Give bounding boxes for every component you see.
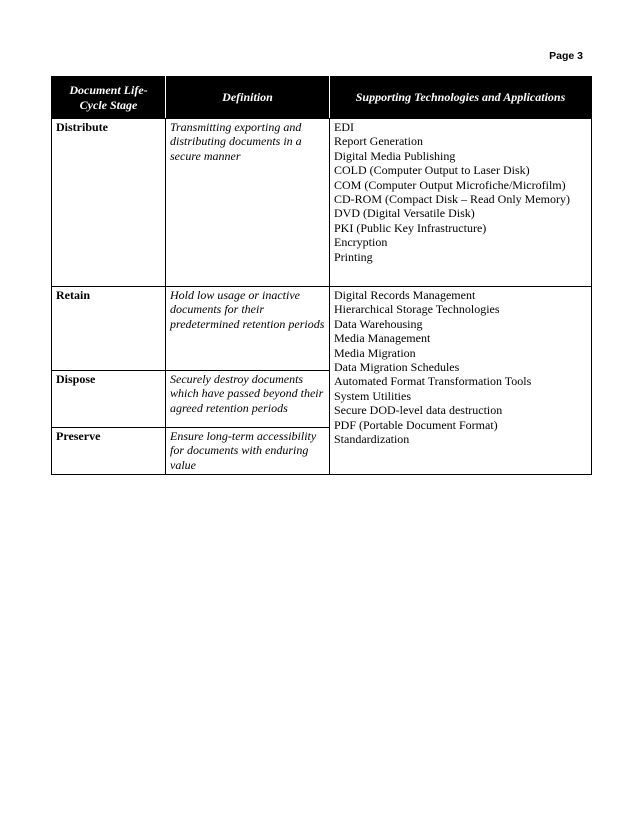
technology-item: PKI (Public Key Infrastructure) — [334, 220, 487, 235]
technology-item: Digital Records Management — [334, 288, 476, 302]
technology-item: PDF (Portable Document Format) — [334, 417, 498, 432]
technology-item: Data Warehousing — [334, 316, 423, 331]
technology-item: Hierarchical Storage Technologies — [334, 302, 500, 317]
technology-item: Standardization — [334, 432, 410, 447]
technology-item: COLD (Computer Output to Laser Disk) — [334, 163, 530, 178]
table-row-retain — [52, 287, 592, 371]
technology-item: Data Migration Schedules — [334, 360, 460, 375]
technology-item: Encryption — [334, 235, 388, 250]
technology-item: System Utilities — [334, 388, 412, 403]
page-number: Page 3 — [549, 50, 583, 62]
definition-cell: Transmitting exporting and distributing documents in a secure manner — [166, 119, 330, 287]
shared-technologies-cell — [330, 287, 592, 475]
technology-item: Automated Format Transformation Tools — [334, 374, 532, 389]
stage-cell: Dispose — [52, 371, 166, 428]
technology-item: DVD (Digital Versatile Disk) — [334, 206, 475, 221]
technology-item: Secure DOD-level data destruction — [334, 403, 503, 418]
stage-cell: Distribute — [52, 119, 166, 287]
table-header-row — [52, 77, 592, 119]
lifecycle-table — [51, 76, 592, 475]
technology-item: Media Management — [334, 331, 431, 346]
technology-item: Digital Media Publishing — [334, 148, 456, 163]
technology-item: Media Migration — [334, 345, 416, 360]
table-row-distribute — [52, 119, 592, 287]
header-definition: Definition — [166, 77, 330, 119]
technology-item: COM (Computer Output Microfiche/Microfilm) — [334, 177, 566, 192]
header-technologies: Supporting Technologies and Applications — [330, 77, 592, 119]
definition-cell: Securely destroy documents which have passed beyond their agreed retention periods — [166, 371, 330, 428]
technology-item: EDI — [334, 120, 354, 134]
stage-cell: Preserve — [52, 428, 166, 475]
definition-cell: Ensure long-term accessibility for documents with enduring value — [166, 428, 330, 475]
stage-cell: Retain — [52, 287, 166, 371]
technology-item: CD-ROM (Compact Disk – Read Only Memory) — [334, 192, 570, 207]
header-stage: Document Life-Cycle Stage — [52, 77, 166, 119]
definition-cell: Hold low usage or inactive documents for their predetermined retention periods — [166, 287, 330, 371]
technology-item: Printing — [334, 249, 373, 264]
technology-item: Report Generation — [334, 134, 423, 149]
technologies-cell — [330, 119, 592, 287]
